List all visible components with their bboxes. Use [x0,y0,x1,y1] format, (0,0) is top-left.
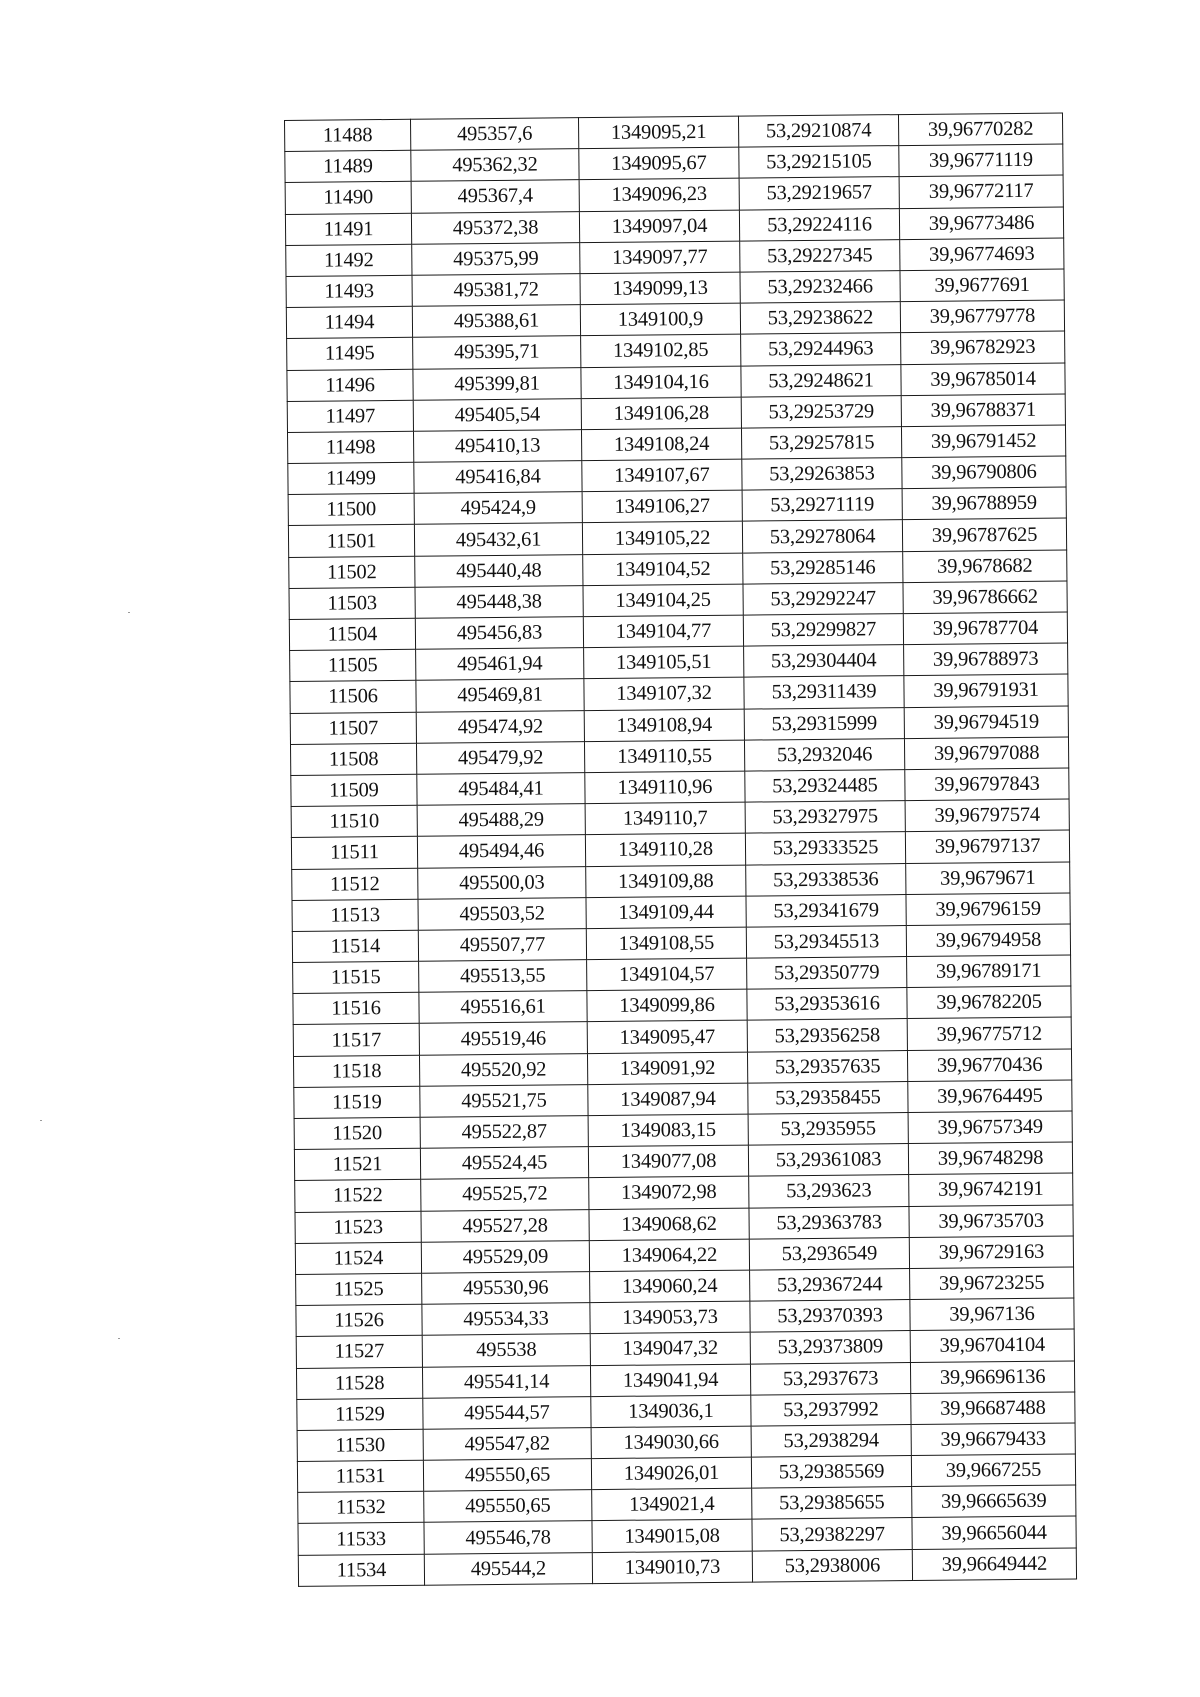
x-coordinate-cell: 495479,92 [416,741,584,774]
longitude-cell: 39,96797574 [905,799,1069,832]
x-coordinate-cell: 495405,54 [413,398,581,431]
longitude-cell: 39,96788959 [902,487,1066,520]
latitude-cell: 53,29304404 [744,645,904,678]
latitude-cell: 53,29385569 [751,1456,911,1489]
latitude-cell: 53,29219657 [739,177,899,210]
x-coordinate-cell: 495362,32 [411,149,579,182]
y-coordinate-cell: 1349109,44 [586,896,746,929]
x-coordinate-cell: 495507,77 [418,929,586,962]
y-coordinate-cell: 1349104,77 [583,615,743,648]
x-coordinate-cell: 495550,65 [424,1490,592,1523]
longitude-cell: 39,96789171 [907,955,1071,988]
x-coordinate-cell: 495529,09 [421,1240,589,1273]
longitude-cell: 39,96773486 [899,207,1063,240]
coordinates-table [284,113,1077,1587]
y-coordinate-cell: 1349110,55 [584,740,744,773]
point-number-cell: 11495 [287,338,413,370]
longitude-cell: 39,96791452 [901,425,1065,458]
x-coordinate-cell: 495522,87 [420,1116,588,1149]
scan-speck [40,1120,42,1121]
longitude-cell: 39,96796159 [906,893,1070,926]
point-number-cell: 11525 [296,1273,422,1305]
point-number-cell: 11527 [296,1336,422,1368]
point-number-cell: 11501 [288,525,414,557]
point-number-cell: 11528 [296,1367,422,1399]
x-coordinate-cell: 495520,92 [419,1053,587,1086]
longitude-cell: 39,96729163 [909,1236,1073,1269]
y-coordinate-cell: 1349041,94 [590,1364,750,1397]
longitude-cell: 39,96665639 [912,1485,1076,1518]
y-coordinate-cell: 1349077,08 [588,1145,748,1178]
latitude-cell: 53,2936549 [749,1237,909,1270]
x-coordinate-cell: 495494,46 [417,835,585,868]
longitude-cell: 39,967136 [910,1298,1074,1331]
latitude-cell: 53,29278064 [742,520,902,553]
longitude-cell: 39,96772117 [899,175,1063,208]
y-coordinate-cell: 1349104,25 [583,584,743,617]
y-coordinate-cell: 1349064,22 [589,1239,749,1272]
longitude-cell: 39,96770282 [898,113,1062,146]
longitude-cell: 39,9667255 [911,1454,1075,1487]
latitude-cell: 53,29361083 [748,1144,908,1177]
x-coordinate-cell: 495424,9 [414,492,582,525]
y-coordinate-cell: 1349102,85 [581,334,741,367]
longitude-cell: 39,96757349 [908,1111,1072,1144]
latitude-cell: 53,29224116 [739,208,899,241]
y-coordinate-cell: 1349095,21 [578,116,738,149]
latitude-cell: 53,29382297 [752,1518,912,1551]
point-number-cell: 11521 [294,1148,420,1180]
point-number-cell: 11507 [290,712,416,744]
latitude-cell: 53,29257815 [741,426,901,459]
y-coordinate-cell: 1349097,04 [579,210,739,243]
x-coordinate-cell: 495469,81 [416,679,584,712]
point-number-cell: 11512 [292,868,418,900]
point-number-cell: 11498 [287,431,413,463]
latitude-cell: 53,29345513 [746,925,906,958]
y-coordinate-cell: 1349107,32 [584,677,744,710]
coordinates-table-body [285,113,1077,1586]
x-coordinate-cell: 495521,75 [420,1084,588,1117]
y-coordinate-cell: 1349109,88 [586,865,746,898]
point-number-cell: 11517 [293,1024,419,1056]
y-coordinate-cell: 1349106,27 [582,490,742,523]
y-coordinate-cell: 1349068,62 [589,1208,749,1241]
latitude-cell: 53,29356258 [747,1019,907,1052]
longitude-cell: 39,9679671 [906,861,1070,894]
latitude-cell: 53,29385655 [752,1487,912,1520]
point-number-cell: 11526 [296,1304,422,1336]
longitude-cell: 39,96787625 [902,518,1066,551]
x-coordinate-cell: 495375,99 [412,242,580,275]
point-number-cell: 11508 [290,743,416,775]
point-number-cell: 11518 [293,1055,419,1087]
y-coordinate-cell: 1349099,86 [587,989,747,1022]
point-number-cell: 11509 [291,774,417,806]
longitude-cell: 39,96790806 [902,456,1066,489]
y-coordinate-cell: 1349015,08 [592,1520,752,1553]
y-coordinate-cell: 1349083,15 [588,1114,748,1147]
longitude-cell: 39,96788973 [904,643,1068,676]
point-number-cell: 11502 [289,556,415,588]
y-coordinate-cell: 1349097,77 [580,241,740,274]
x-coordinate-cell: 495519,46 [419,1022,587,1055]
y-coordinate-cell: 1349108,24 [581,428,741,461]
longitude-cell: 39,96786662 [903,581,1067,614]
longitude-cell: 39,96785014 [901,363,1065,396]
longitude-cell: 39,96771119 [899,144,1063,177]
latitude-cell: 53,29367244 [750,1268,910,1301]
longitude-cell: 39,96649442 [912,1548,1076,1581]
x-coordinate-cell: 495530,96 [422,1272,590,1305]
y-coordinate-cell: 1349110,7 [585,802,745,835]
point-number-cell: 11510 [291,805,417,837]
x-coordinate-cell: 495461,94 [416,648,584,681]
y-coordinate-cell: 1349105,51 [584,646,744,679]
x-coordinate-cell: 495357,6 [410,118,578,151]
longitude-cell: 39,96779778 [900,300,1064,333]
point-number-cell: 11523 [295,1211,421,1243]
point-number-cell: 11534 [298,1554,424,1586]
longitude-cell: 39,96748298 [908,1142,1072,1175]
longitude-cell: 39,96794519 [904,706,1068,739]
longitude-cell: 39,96774693 [900,238,1064,271]
x-coordinate-cell: 495547,82 [423,1427,591,1460]
longitude-cell: 39,96782923 [901,331,1065,364]
longitude-cell: 39,9678682 [903,550,1067,583]
y-coordinate-cell: 1349108,94 [584,709,744,742]
x-coordinate-cell: 495544,2 [424,1552,592,1585]
latitude-cell: 53,2935955 [748,1113,908,1146]
x-coordinate-cell: 495503,52 [418,897,586,930]
latitude-cell: 53,29370393 [750,1300,910,1333]
x-coordinate-cell: 495525,72 [421,1178,589,1211]
point-number-cell: 11492 [286,244,412,276]
longitude-cell: 39,96723255 [910,1267,1074,1300]
x-coordinate-cell: 495432,61 [414,523,582,556]
latitude-cell: 53,2938006 [752,1549,912,1582]
x-coordinate-cell: 495488,29 [417,804,585,837]
y-coordinate-cell: 1349104,52 [583,553,743,586]
longitude-cell: 39,96687488 [911,1392,1075,1425]
y-coordinate-cell: 1349091,92 [587,1052,747,1085]
x-coordinate-cell: 495484,41 [417,773,585,806]
y-coordinate-cell: 1349095,47 [587,1021,747,1054]
y-coordinate-cell: 1349010,73 [592,1551,752,1584]
point-number-cell: 11531 [297,1460,423,1492]
x-coordinate-cell: 495524,45 [420,1147,588,1180]
x-coordinate-cell: 495516,61 [419,991,587,1024]
latitude-cell: 53,29324485 [745,770,905,803]
y-coordinate-cell: 1349100,9 [580,303,740,336]
x-coordinate-cell: 495372,38 [411,211,579,244]
point-number-cell: 11529 [297,1398,423,1430]
latitude-cell: 53,29238622 [740,302,900,335]
point-number-cell: 11494 [286,306,412,338]
latitude-cell: 53,293623 [749,1175,909,1208]
latitude-cell: 53,29227345 [740,239,900,272]
y-coordinate-cell: 1349087,94 [588,1083,748,1116]
latitude-cell: 53,29311439 [744,676,904,709]
point-number-cell: 11530 [297,1429,423,1461]
latitude-cell: 53,29292247 [743,582,903,615]
longitude-cell: 39,96679433 [911,1423,1075,1456]
x-coordinate-cell: 495500,03 [418,866,586,899]
y-coordinate-cell: 1349107,67 [582,459,742,492]
point-number-cell: 11520 [294,1117,420,1149]
x-coordinate-cell: 495381,72 [412,274,580,307]
latitude-cell: 53,29215105 [739,146,899,179]
table-row [298,1548,1076,1587]
longitude-cell: 39,96764495 [908,1080,1072,1113]
x-coordinate-cell: 495546,78 [424,1521,592,1554]
latitude-cell: 53,2938294 [751,1424,911,1457]
latitude-cell: 53,29373809 [750,1331,910,1364]
longitude-cell: 39,96794958 [906,924,1070,957]
point-number-cell: 11490 [285,182,411,214]
y-coordinate-cell: 1349026,01 [591,1457,751,1490]
latitude-cell: 53,29248621 [741,364,901,397]
point-number-cell: 11491 [285,213,411,245]
latitude-cell: 53,29285146 [743,551,903,584]
y-coordinate-cell: 1349099,13 [580,272,740,305]
scan-speck [128,612,130,613]
x-coordinate-cell: 495388,61 [412,305,580,338]
longitude-cell: 39,96797088 [904,737,1068,770]
x-coordinate-cell: 495416,84 [414,461,582,494]
point-number-cell: 11505 [290,649,416,681]
longitude-cell: 39,9677691 [900,269,1064,302]
point-number-cell: 11533 [298,1523,424,1555]
y-coordinate-cell: 1349096,23 [579,179,739,212]
x-coordinate-cell: 495541,14 [422,1365,590,1398]
point-number-cell: 11500 [288,494,414,526]
longitude-cell: 39,96742191 [909,1173,1073,1206]
y-coordinate-cell: 1349106,28 [581,397,741,430]
latitude-cell: 53,29327975 [745,801,905,834]
latitude-cell: 53,2932046 [744,738,904,771]
latitude-cell: 53,29271119 [742,489,902,522]
longitude-cell: 39,96797843 [905,768,1069,801]
y-coordinate-cell: 1349104,57 [587,958,747,991]
x-coordinate-cell: 495410,13 [413,430,581,463]
point-number-cell: 11493 [286,275,412,307]
y-coordinate-cell: 1349021,4 [592,1488,752,1521]
scan-speck [118,1338,120,1339]
longitude-cell: 39,96770436 [907,1049,1071,1082]
latitude-cell: 53,29338536 [746,863,906,896]
latitude-cell: 53,29363783 [749,1206,909,1239]
latitude-cell: 53,29253729 [741,395,901,428]
y-coordinate-cell: 1349060,24 [590,1270,750,1303]
y-coordinate-cell: 1349030,66 [591,1426,751,1459]
point-number-cell: 11499 [288,462,414,494]
longitude-cell: 39,96791931 [904,674,1068,707]
point-number-cell: 11519 [294,1086,420,1118]
x-coordinate-cell: 495534,33 [422,1303,590,1336]
point-number-cell: 11515 [293,961,419,993]
x-coordinate-cell: 495456,83 [415,617,583,650]
point-number-cell: 11516 [293,992,419,1024]
point-number-cell: 11496 [287,369,413,401]
point-number-cell: 11489 [285,150,411,182]
point-number-cell: 11511 [291,837,417,869]
x-coordinate-cell: 495527,28 [421,1209,589,1242]
x-coordinate-cell: 495395,71 [413,336,581,369]
x-coordinate-cell: 495399,81 [413,367,581,400]
y-coordinate-cell: 1349072,98 [589,1176,749,1209]
longitude-cell: 39,96787704 [903,612,1067,645]
y-coordinate-cell: 1349110,28 [585,833,745,866]
latitude-cell: 53,29299827 [743,614,903,647]
longitude-cell: 39,96735703 [909,1205,1073,1238]
longitude-cell: 39,96788371 [901,394,1065,427]
longitude-cell: 39,96775712 [907,1017,1071,1050]
latitude-cell: 53,29353616 [747,988,907,1021]
latitude-cell: 53,29263853 [742,458,902,491]
latitude-cell: 53,2937992 [751,1393,911,1426]
y-coordinate-cell: 1349047,32 [590,1332,750,1365]
y-coordinate-cell: 1349108,55 [586,927,746,960]
latitude-cell: 53,29350779 [747,957,907,990]
y-coordinate-cell: 1349104,16 [581,366,741,399]
point-number-cell: 11532 [298,1491,424,1523]
point-number-cell: 11513 [292,899,418,931]
x-coordinate-cell: 495544,57 [423,1396,591,1429]
latitude-cell: 53,29357635 [747,1050,907,1083]
x-coordinate-cell: 495448,38 [415,585,583,618]
latitude-cell: 53,29315999 [744,707,904,740]
latitude-cell: 53,29341679 [746,894,906,927]
x-coordinate-cell: 495440,48 [415,554,583,587]
point-number-cell: 11524 [295,1242,421,1274]
latitude-cell: 53,29333525 [745,832,905,865]
point-number-cell: 11497 [287,400,413,432]
x-coordinate-cell: 495538 [422,1334,590,1367]
latitude-cell: 53,29232466 [740,271,900,304]
point-number-cell: 11506 [290,681,416,713]
y-coordinate-cell: 1349095,67 [579,147,739,180]
y-coordinate-cell: 1349105,22 [582,522,742,555]
point-number-cell: 11514 [292,930,418,962]
y-coordinate-cell: 1349053,73 [590,1301,750,1334]
latitude-cell: 53,29210874 [738,115,898,148]
x-coordinate-cell: 495367,4 [411,180,579,213]
latitude-cell: 53,29358455 [748,1081,908,1114]
longitude-cell: 39,96782205 [907,986,1071,1019]
point-number-cell: 11488 [285,119,411,151]
x-coordinate-cell: 495513,55 [419,960,587,993]
point-number-cell: 11503 [289,587,415,619]
x-coordinate-cell: 495550,65 [423,1459,591,1492]
y-coordinate-cell: 1349036,1 [591,1395,751,1428]
longitude-cell: 39,96656044 [912,1516,1076,1549]
latitude-cell: 53,2937673 [750,1362,910,1395]
point-number-cell: 11522 [295,1180,421,1212]
longitude-cell: 39,96704104 [910,1329,1074,1362]
longitude-cell: 39,96696136 [910,1360,1074,1393]
point-number-cell: 11504 [289,618,415,650]
longitude-cell: 39,96797137 [905,830,1069,863]
x-coordinate-cell: 495474,92 [416,710,584,743]
y-coordinate-cell: 1349110,96 [585,771,745,804]
latitude-cell: 53,29244963 [741,333,901,366]
